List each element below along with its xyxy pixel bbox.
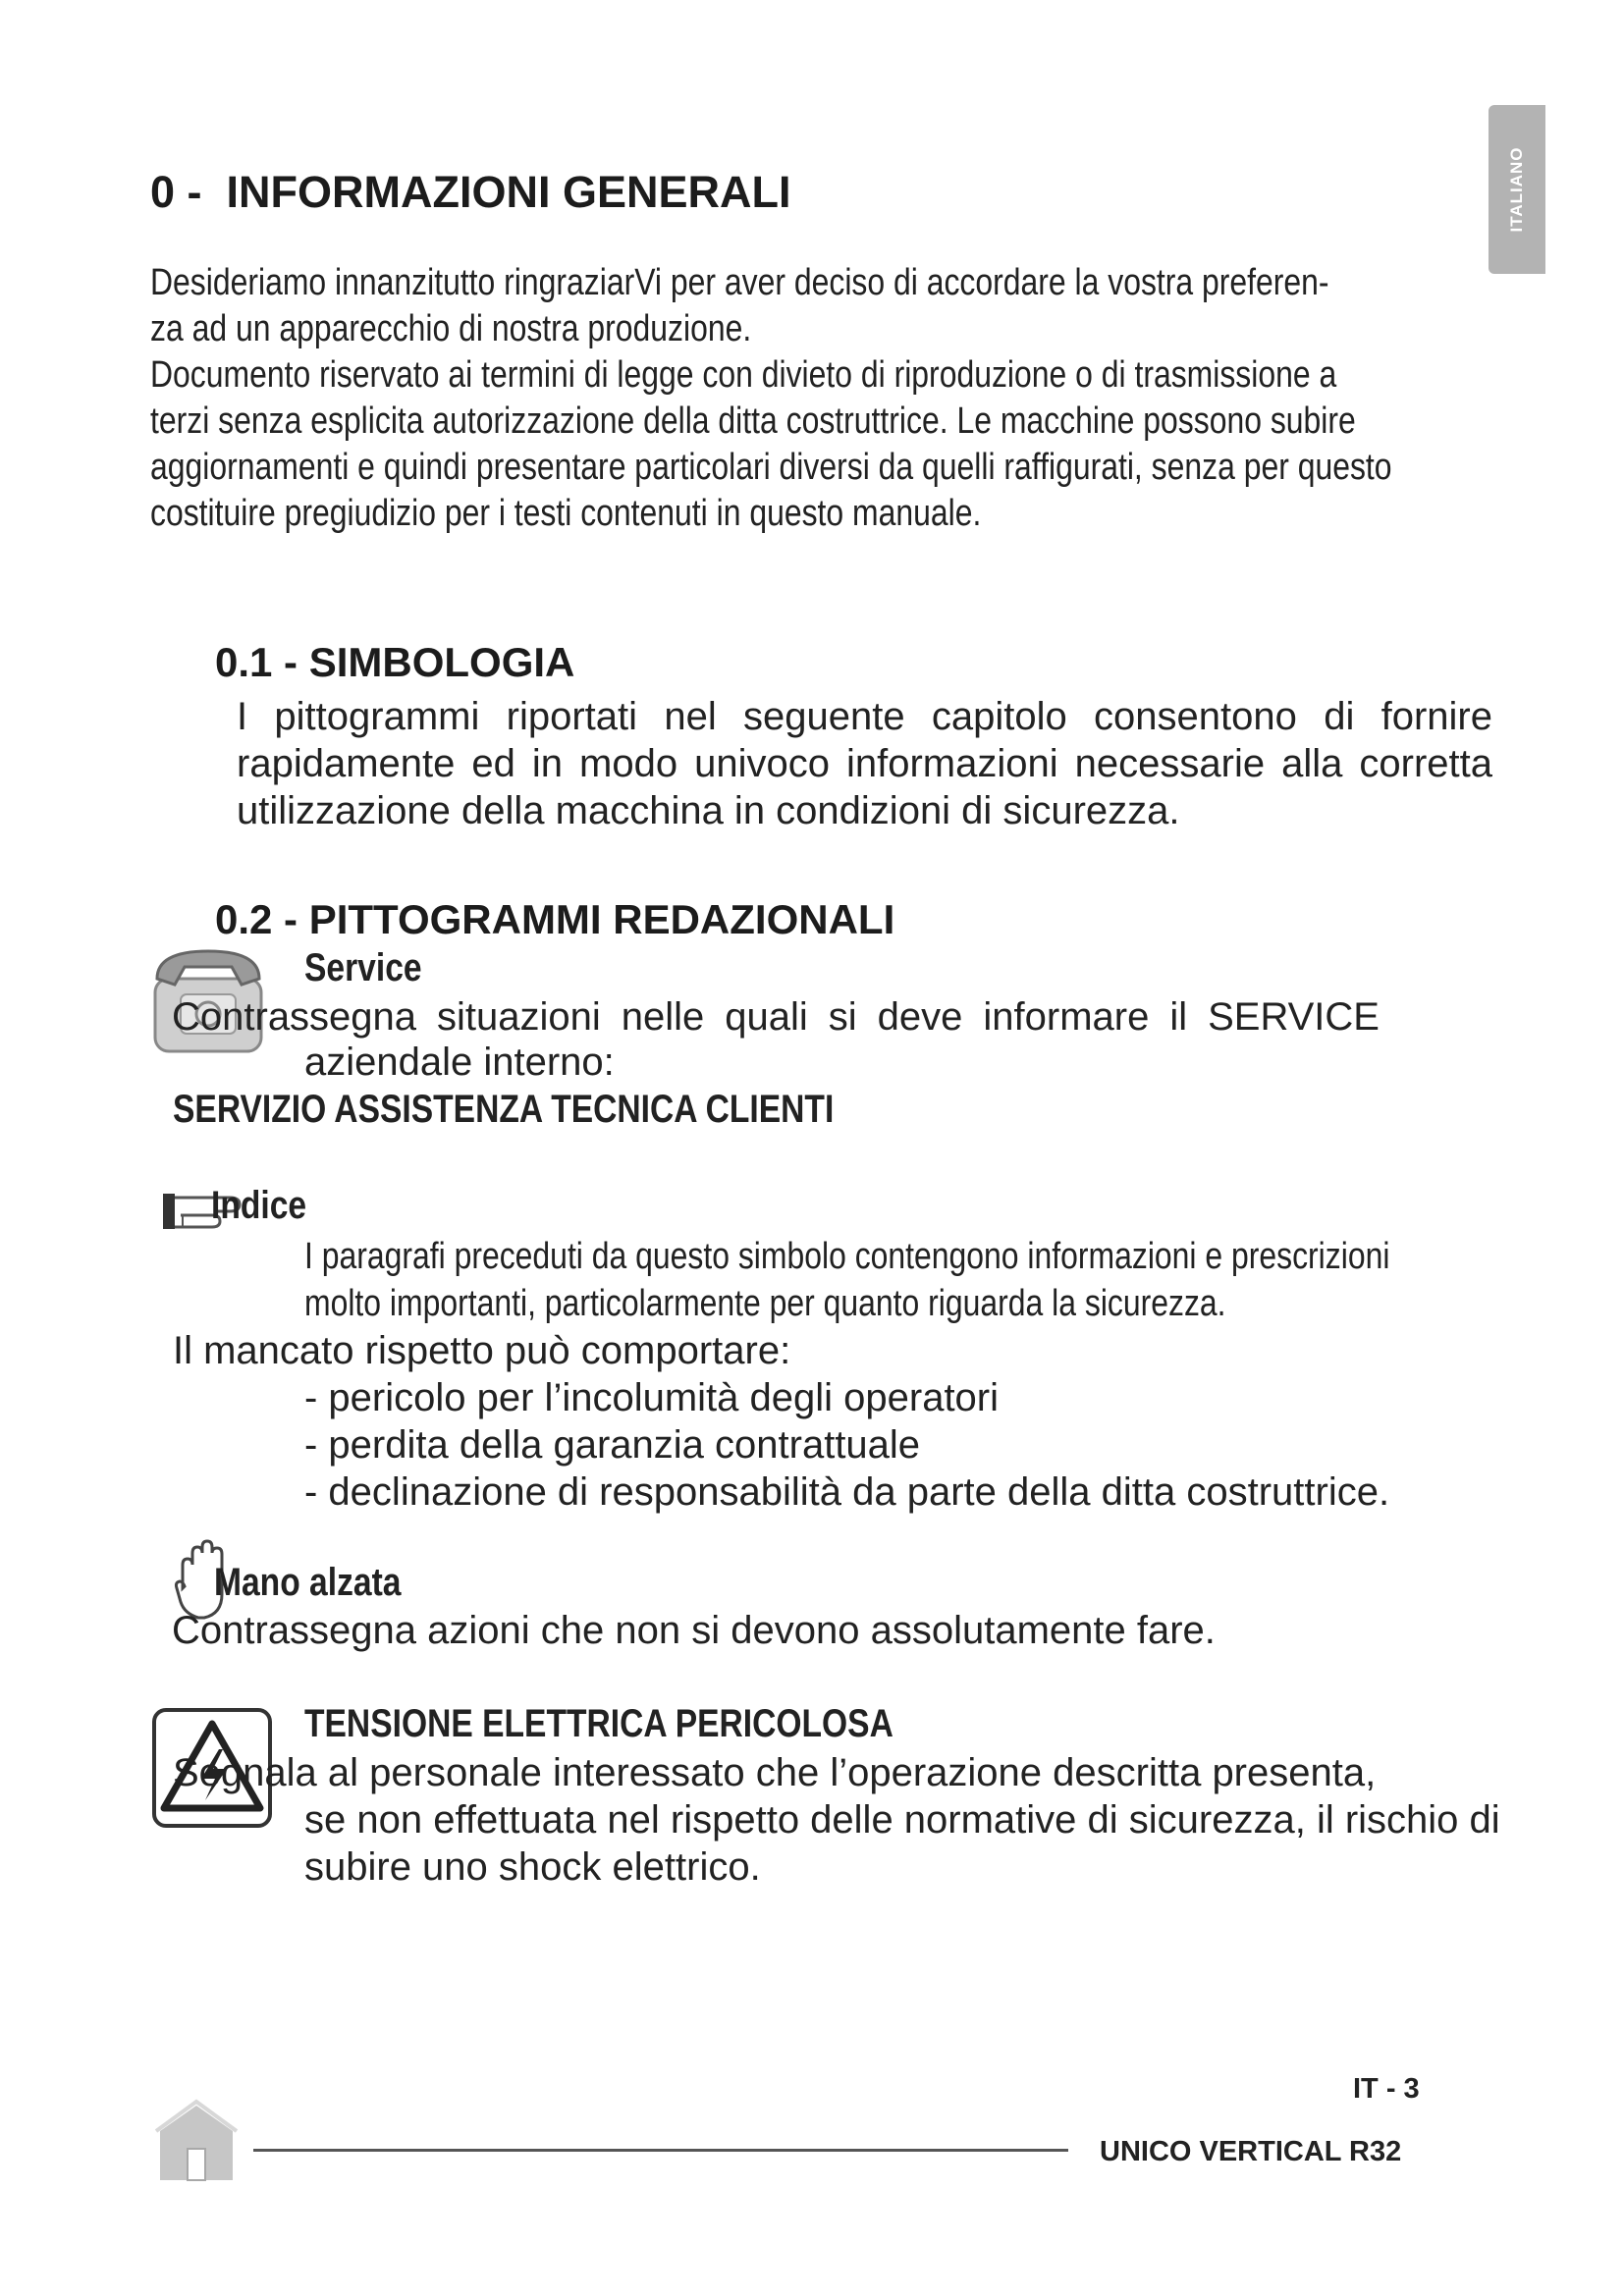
intro-line: Documento riservato ai termini di legge con divieto di riproduzione o di trasmissione a — [150, 354, 1337, 396]
model-name: UNICO VERTICAL R32 — [1100, 2136, 1402, 2167]
intro-line: za ad un apparecchio di nostra produzione. — [150, 308, 752, 349]
language-tab-label: ITALIANO — [1507, 146, 1526, 233]
intro-line: Desideriamo innanzitutto ringraziarVi per aver deciso di accordare la vostra preferen- — [150, 262, 1329, 303]
list-item: - perdita della garanzia contrattuale — [304, 1423, 921, 1467]
footer-divider — [253, 2149, 1068, 2152]
indice-consequence-intro: Il mancato rispetto può comportare: — [173, 1329, 791, 1372]
pittogrammi-heading: 0.2 - PITTOGRAMMI REDAZIONALI — [215, 896, 895, 942]
mano-alzata-description: Contrassegna azioni che non si devono assolutamente fare. — [172, 1609, 1216, 1652]
tensione-label: TENSIONE ELETTRICA PERICOLOSA — [304, 1702, 893, 1745]
section-heading — [150, 167, 791, 218]
intro-paragraph — [150, 260, 1525, 537]
mano-alzata-label: Mano alzata — [214, 1561, 402, 1604]
simbologia-text — [237, 693, 1492, 834]
indice-description: I paragrafi preceduti da questo simbolo contengono informazioni e prescrizioni molto importanti, particolarmente per quanto riguarda la sicurezza. — [304, 1236, 1390, 1324]
tensione-description: Segnala al personale interessato che l’operazione descritta presenta, — [173, 1751, 1377, 1794]
intro-line: terzi senza esplicita autorizzazione della ditta costruttrice. Le macchine possono subire — [150, 400, 1356, 442]
home-icon[interactable] — [154, 2098, 239, 2182]
language-tab — [1489, 105, 1545, 274]
intro-line: costituire pregiudizio per i testi contenuti in questo manuale. — [150, 493, 982, 534]
list-item: - declinazione di responsabilità da parte della ditta costruttrice. — [304, 1470, 1390, 1514]
section-title: INFORMAZIONI GENERALI — [226, 167, 791, 217]
simbologia-line: rapidamente ed in modo univoco informazioni necessarie alla corretta — [237, 742, 1492, 785]
simbologia-line: I pittogrammi riportati nel seguente capitolo consentono di fornire — [237, 695, 1492, 738]
simbologia-heading: 0.1 - SIMBOLOGIA — [215, 639, 575, 685]
page-number: IT - 3 — [1353, 2073, 1420, 2105]
service-description-cont: aziendale interno: — [304, 1041, 615, 1084]
indice-consequence-list — [304, 1374, 1389, 1516]
indice-label: Indice — [211, 1184, 307, 1227]
tensione-description-cont: se non effettuata nel rispetto delle normative di sicurezza, il rischio di — [304, 1798, 1500, 1842]
list-item: - pericolo per l’incolumità degli operatori — [304, 1376, 1000, 1419]
tensione-description-end: subire uno shock elettrico. — [304, 1845, 761, 1889]
service-description: Contrassegna situazioni nelle quali si deve informare il SERVICE — [172, 995, 1380, 1039]
intro-line: aggiornamenti e quindi presentare particolari diversi da quelli raffigurati, senza per questo — [150, 447, 1392, 488]
section-number: 0 - — [150, 167, 202, 217]
service-contact: SERVIZIO ASSISTENZA TECNICA CLIENTI — [173, 1088, 835, 1131]
simbologia-line: utilizzazione della macchina in condizioni di sicurezza. — [237, 789, 1180, 832]
service-label: Service — [304, 946, 422, 989]
